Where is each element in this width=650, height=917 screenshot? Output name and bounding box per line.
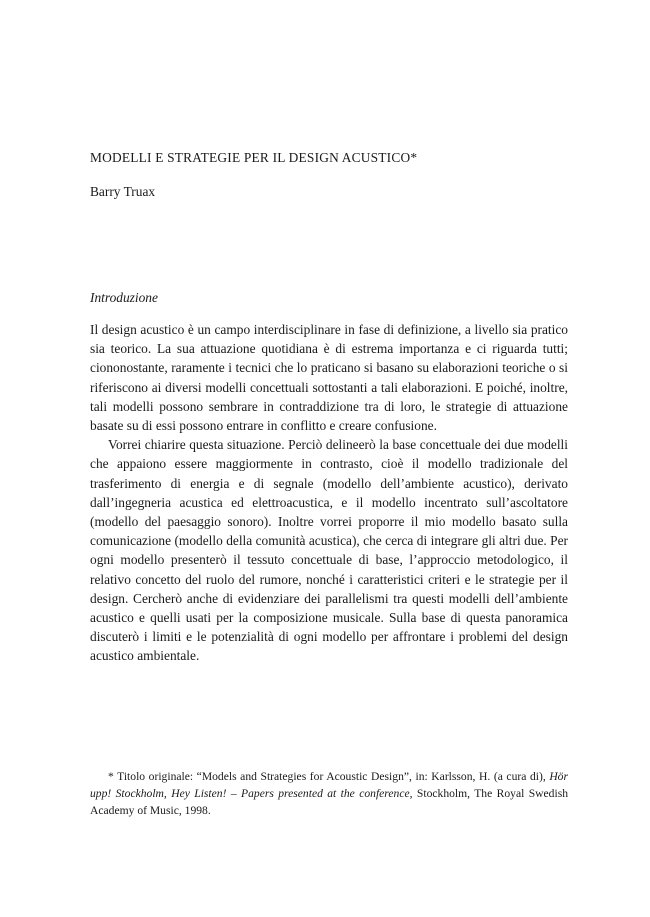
footnote-italic-title: Hör upp! Stockholm, Hey Listen! – Papers presented at the conference — [90, 770, 568, 800]
paragraph-1: Il design acustico è un campo interdisciplinare in fase di definizione, a livello sia pratico sia teorico. La sua attuazione quotidiana è di estrema importanza e ci riguarda tutti; ciononostante, raramente i tecnici che lo praticano si basano su elaborazioni teoriche o si riferiscono ai diversi modelli concettuali sottostanti a tali elaborazioni. E poiché, inoltre, tali modelli possono sembrare in contraddizione tra di loro, le strategie di attuazione basate su di essi possono entrare in conflitto e creare confusione. — [90, 322, 568, 434]
footnote — [90, 768, 568, 819]
footnote-text — [90, 768, 568, 819]
author-name: Barry Truax — [90, 184, 156, 199]
article-title: MODELLI E STRATEGIE PER IL DESIGN ACUSTICO* — [90, 150, 418, 165]
footnote-prefix: * Titolo originale: “Models and Strategies for Acoustic Design”, in: Karlsson, H. (a cura di), — [108, 770, 550, 783]
section-heading: Introduzione — [90, 290, 158, 305]
book-page — [90, 0, 568, 917]
body-text — [90, 320, 568, 666]
footnote-suffix: , Stockholm, The Royal Swedish Academy of Music, 1998. — [90, 787, 569, 817]
paragraph-2: Vorrei chiarire questa situazione. Perciò delineerò la base concettuale dei due modelli che appaiono essere maggiormente in contrasto, cioè il modello tradizionale del trasferimento di energia e di segnale (modello dell’ambiente acustico), derivato dall’ingegneria acustica ed elettroacustica, e il modello incentrato sull’ascoltatore (modello del paesaggio sonoro). Inoltre vorrei proporre il mio modello basato sulla comunicazione (modello della comunità acustica), che cerca di integrare gli altri due. Per ogni modello presenterò il tessuto concettuale di base, l’approccio metodologico, il relativo concetto del ruolo del rumore, nonché i caratteristici criteri e le strategie per il design. Cercherò anche di evidenziare dei parallelismi tra questi modelli dell’ambiente acustico e quelli usati per la composizione musicale. Sulla base di questa panoramica discuterò i limiti e le potenzialità di ogni modello per affrontare i problemi del design acustico ambientale. — [90, 437, 568, 664]
